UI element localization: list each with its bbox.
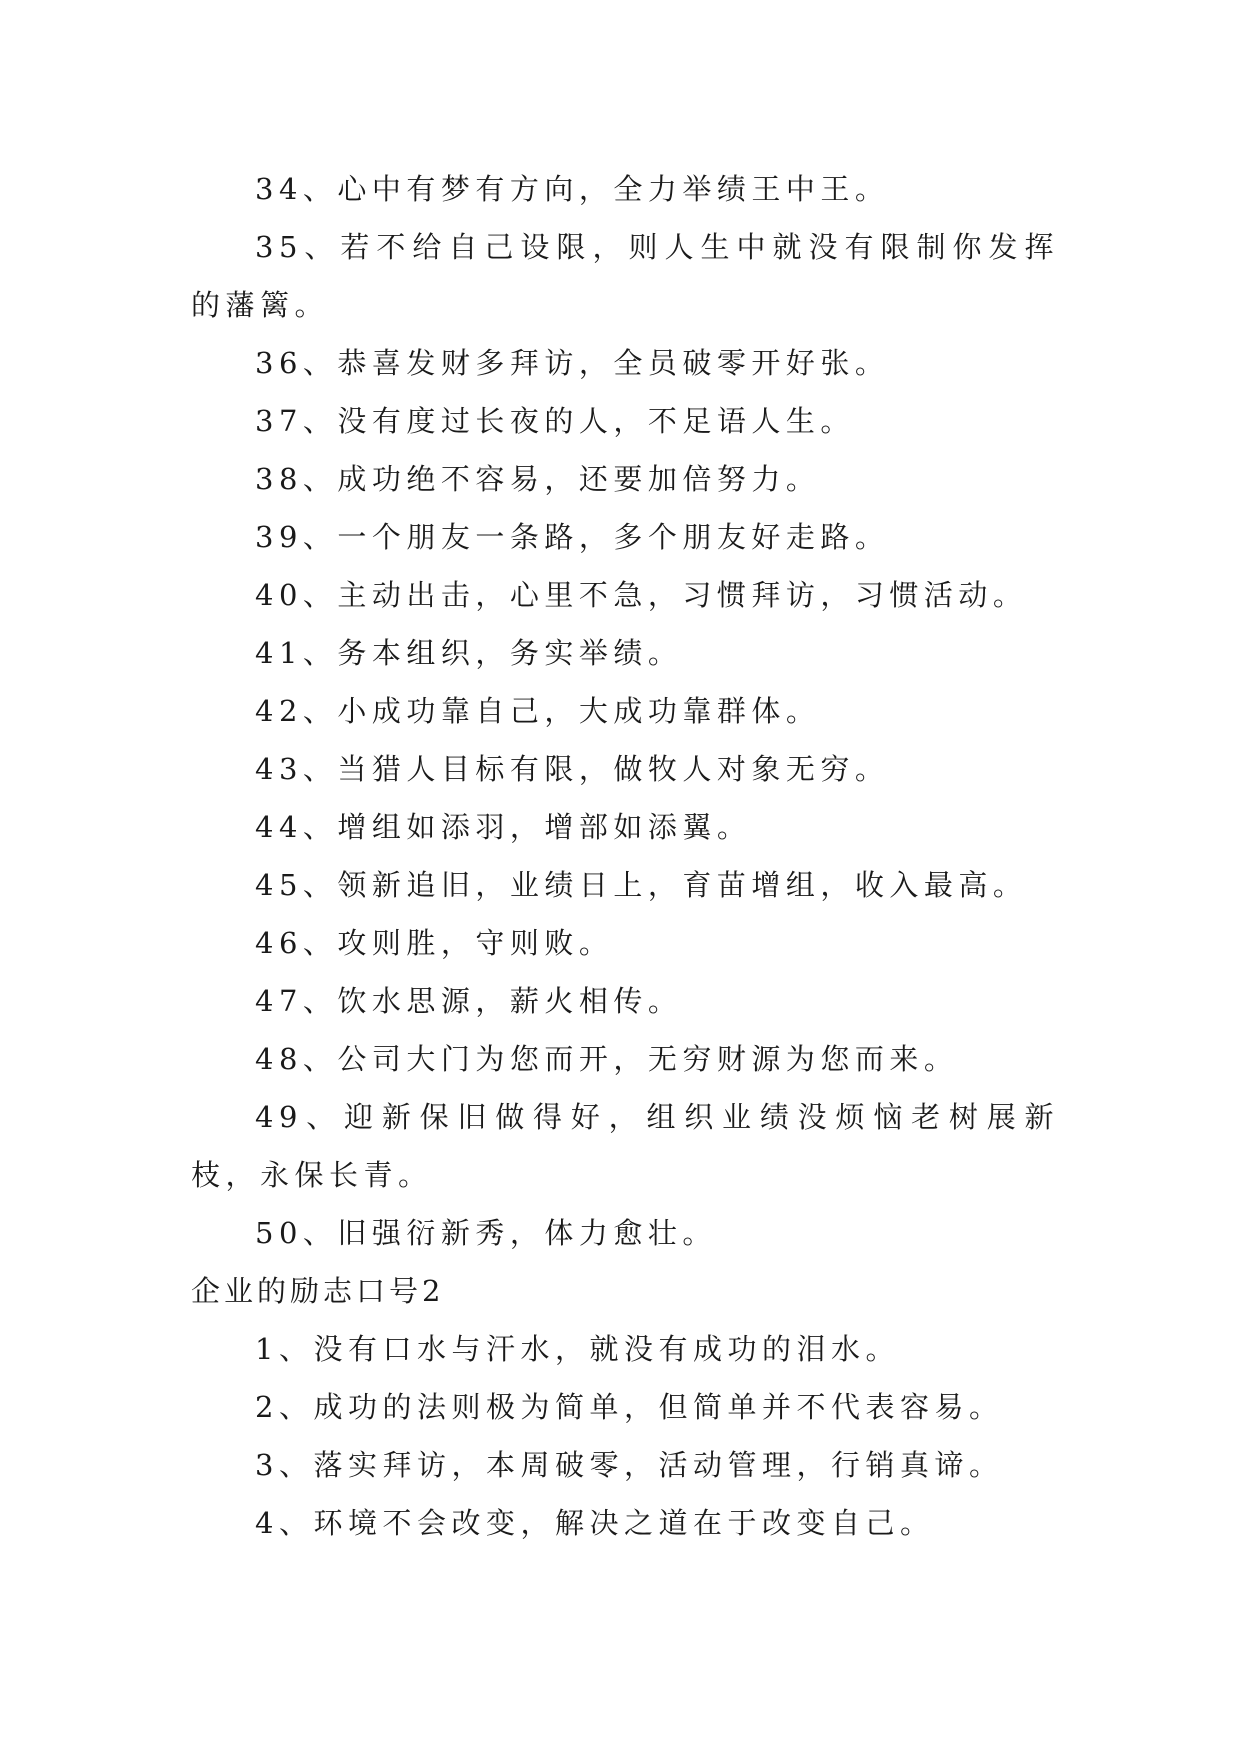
slogan-paragraph: 37、没有度过长夜的人，不足语人生。 [255,404,855,438]
slogan-paragraph: 41、务本组织，务实举绩。 [255,636,683,670]
slogan-paragraph: 48、公司大门为您而开，无穷财源为您而来。 [255,1042,959,1076]
slogan-paragraph: 4、环境不会改变，解决之道在于改变自己。 [255,1506,935,1540]
slogan-paragraph: 47、饮水思源，薪火相传。 [255,984,683,1018]
slogan-paragraph: 46、攻则胜，守则败。 [255,926,614,960]
slogan-paragraph: 35、若不给自己设限，则人生中就没有限制你发挥的藩篱。 [191,230,1059,322]
slogan-paragraph: 3、落实拜访，本周破零，活动管理，行销真谛。 [255,1448,1004,1482]
slogan-paragraph: 49、迎新保旧做得好，组织业绩没烦恼老树展新枝，永保长青。 [191,1100,1059,1192]
slogan-paragraph: 50、旧强衍新秀，体力愈壮。 [255,1216,717,1250]
document-body [191,160,1059,1552]
section-heading: 企业的励志口号2 [191,1274,445,1308]
slogan-paragraph: 45、领新追旧，业绩日上，育苗增组，收入最高。 [255,868,1028,902]
slogan-paragraph: 38、成功绝不容易，还要加倍努力。 [255,462,821,496]
slogan-paragraph: 44、增组如添羽，增部如添翼。 [255,810,752,844]
slogan-paragraph: 39、一个朋友一条路，多个朋友好走路。 [255,520,890,554]
slogan-paragraph: 43、当猎人目标有限，做牧人对象无穷。 [255,752,890,786]
slogan-paragraph: 2、成功的法则极为简单，但简单并不代表容易。 [255,1390,1004,1424]
slogan-paragraph: 42、小成功靠自己，大成功靠群体。 [255,694,821,728]
slogan-paragraph: 1、没有口水与汗水，就没有成功的泪水。 [255,1332,900,1366]
slogan-paragraph: 34、心中有梦有方向，全力举绩王中王。 [255,172,890,206]
slogan-paragraph: 40、主动出击，心里不急，习惯拜访，习惯活动。 [255,578,1028,612]
slogan-paragraph: 36、恭喜发财多拜访，全员破零开好张。 [255,346,890,380]
